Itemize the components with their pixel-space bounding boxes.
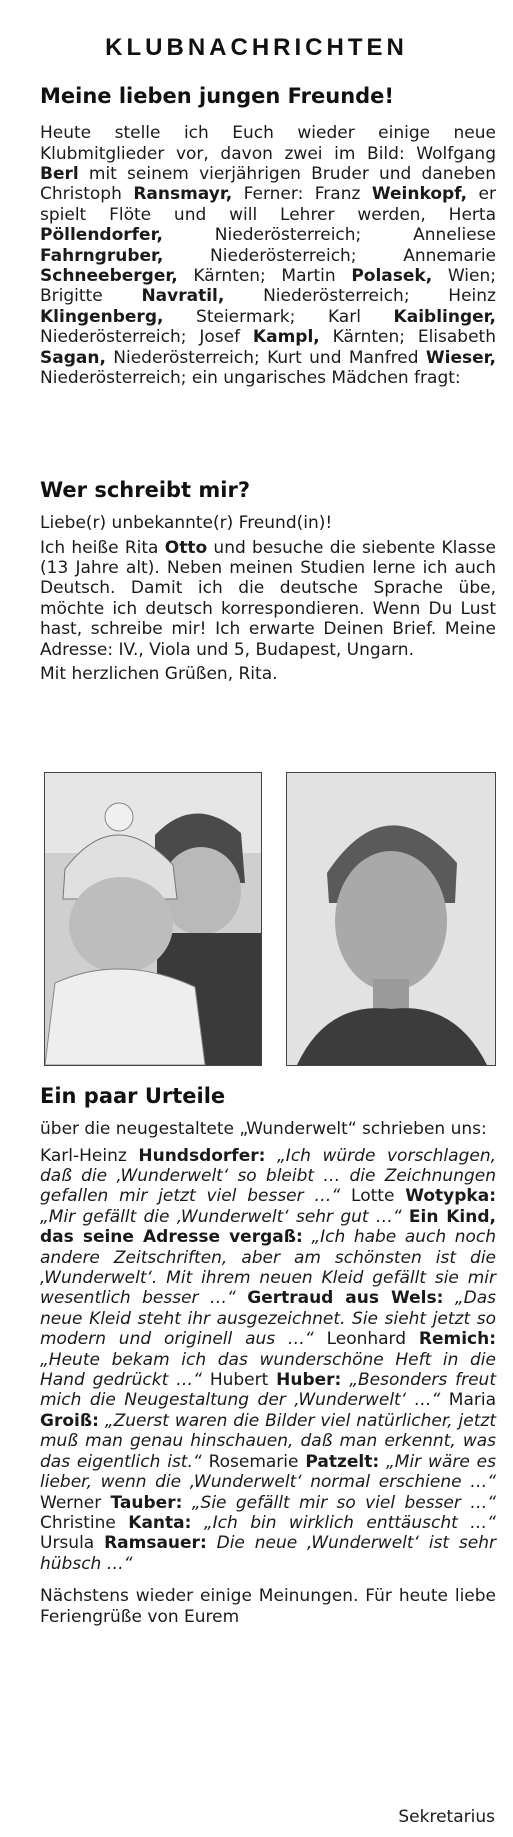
member-name: Navratil, (141, 286, 225, 307)
reader-quote: „Sie gefällt mir so viel besser …“ (182, 1492, 497, 1513)
photo-two-boys-image (45, 773, 261, 1065)
reader-name: Remich: (418, 1329, 496, 1350)
member-name: Sagan, (40, 347, 106, 368)
reader-quote: „Ich würde vorschlagen, daß die ‚Wunderwelt‘ so bleibt … die Zeichnungen gefallen mir jetzt viel besser …“ (40, 1145, 496, 1207)
opinions-closing: Nächstens wieder einige Meinungen. Für heute liebe Feriengrüße von Eurem (40, 1586, 496, 1627)
section-letter (40, 478, 496, 684)
reader-name: Gertraud aus Wels: (247, 1288, 444, 1309)
letter-body: Ich heiße Rita Otto und besuche die siebente Klasse (13 Jahre alt). Neben meinen Studien lerne ich auch Deutsch. Damit ich die deutsche Sprache übe, möchte ich deutsch korrespondieren. Wenn Du Lust hast, schreibe mir! Ich erwarte Deinen Brief. Meine Adresse: IV., Viola und 5, Budapest, Ungarn. (40, 537, 496, 660)
reader-name: Ramsauer: (104, 1533, 207, 1554)
opinions-quotes: Karl-Heinz Hundsdorfer: „Ich würde vorschlagen, daß die ‚Wunderwelt‘ so bleibt … die Zeichnungen gefallen mir jetzt viel besser …“ Lotte Wotypka: „Mir gefällt die ‚Wunderwelt‘ sehr gut …“ Ein Kind, das seine Adresse vergaß: „Ich habe auch noch andere Zeitschriften, aber am schönsten ist die ‚Wunderwelt‘. Mit ihrem neuen Kleid gefällt sie mir wesentlich besser …“ Gertraud aus Wels: „Das neue Kleid steht ihr ausgezeichnet. Sie sieht jetzt so modern und originell aus …“ Leonhard Remich: „Heute bekam ich das wunderschöne Heft in die Hand gedrückt …“ Hubert Huber: „Besonders freut mich die Neugestaltung der ‚Wunderwelt‘ …“ Maria Groiß: „Zuerst waren die Bilder viel natürlicher, jetzt muß man genau hinschauen, daß man erkennt, was das eigentlich ist.“ Rosemarie Patzelt: „Mir wäre es lieber, wenn die ‚Wunderwelt‘ normal erschiene …“ Werner Tauber: „Sie gefällt mir so viel besser …“ Christine Kanta: „Ich bin wirklich enttäuscht …“ Ursula Ramsauer: Die neue ‚Wunderwelt‘ ist sehr hübsch …“ (40, 1145, 497, 1574)
reader-name: Hundsdorfer: (138, 1145, 266, 1166)
reader-quote: „Zuerst waren die Bilder viel natürlicher, jetzt muß man genau hinschauen, daß man erkennt, was das eigentlich ist.“ (40, 1410, 496, 1472)
photo-boy-portrait-image (287, 773, 495, 1065)
reader-name: Kanta: (128, 1512, 192, 1533)
reader-quote: „Mir gefällt die ‚Wunderwelt‘ sehr gut …“ (40, 1206, 409, 1227)
reader-quote: „Heute bekam ich das wunderschöne Heft in die Hand gedrückt …“ (40, 1349, 496, 1391)
photo-two-boys (44, 772, 262, 1066)
reader-name: Huber: (276, 1370, 342, 1391)
member-name: Wieser, (425, 347, 496, 368)
reader-quote: „Das neue Kleid steht ihr ausgezeichnet. Sie sieht jetzt so modern und originell aus …“ (40, 1288, 497, 1350)
opinions-heading: Ein paar Urteile (40, 1084, 226, 1108)
signature: Sekretarius (398, 1807, 495, 1827)
member-name: Pöllendorfer, (40, 225, 163, 246)
welcome-heading: Meine lieben jungen Freunde! (40, 84, 395, 108)
member-name: Kampl, (252, 327, 320, 348)
photo-boy-portrait (286, 772, 496, 1066)
member-name: Fahrngruber, (40, 245, 164, 266)
letter-author-name: Otto (164, 537, 208, 558)
member-name: Berl (40, 164, 79, 184)
member-name: Weinkopf, (371, 184, 468, 205)
member-name: Polasek, (351, 266, 433, 287)
letter-heading: Wer schreibt mir? (40, 478, 251, 502)
reader-quote: „Mir wäre es lieber, wenn die ‚Wunderwelt‘ normal erschiene …“ (40, 1451, 496, 1493)
reader-name: Wotypka: (405, 1186, 496, 1207)
member-name: Ransmayr, (133, 184, 233, 205)
reader-name: Patzelt: (305, 1451, 380, 1472)
reader-name: Groiß: (40, 1410, 99, 1431)
welcome-paragraph: Heute stelle ich Euch wieder einige neue Klubmitglieder vor, davon zwei im Bild: Wolfgang Berl mit seinem vierjährigen Bruder und daneben Christoph Ransmayr, Ferner: Franz Weinkopf, er spielt Flöte und will Lehrer werden, Herta Pöllendorfer, Niederösterreich; Anneliese Fahrngruber, Niederösterreich; Annemarie Schneeberger, Kärnten; Martin Polasek, Wien; Brigitte Navratil, Niederösterreich; Heinz Klingenberg, Steiermark; Karl Kaiblinger, Niederösterreich; Josef Kampl, Kärnten; Elisabeth Sagan, Niederösterreich; Kurt und Manfred Wieser, Niederösterreich; ein ungarisches Mädchen fragt: (40, 123, 496, 389)
reader-name: Tauber: (110, 1492, 183, 1513)
section-welcome (40, 84, 496, 388)
welcome-intro: Heute stelle ich Euch wieder einige neue Klubmitglieder vor, davon zwei im Bild: Wolfgang (40, 123, 496, 164)
letter-greeting: Liebe(r) unbekannte(r) Freund(in)! (40, 513, 333, 534)
reader-name: Ein Kind, das seine Adresse vergaß: (40, 1206, 496, 1248)
opinions-intro: über die neugestaltete „Wunderwelt“ schrieben uns: (40, 1119, 487, 1140)
reader-quote: „Besonders freut mich die Neugestaltung der ‚Wunderwelt‘ …“ (40, 1370, 496, 1411)
member-name: Schneeberger, (40, 266, 178, 287)
letter-closing: Mit herzlichen Grüßen, Rita. (40, 664, 278, 685)
reader-quote: „Ich bin wirklich enttäuscht …“ (191, 1512, 496, 1533)
masthead: KLUBNACHRICHTEN (105, 34, 408, 61)
member-name: Klingenberg, (40, 306, 164, 327)
section-opinions (40, 1084, 496, 1627)
member-name: Kaiblinger, (393, 306, 496, 327)
reader-quote: Die neue ‚Wunderwelt‘ ist sehr hübsch …“ (40, 1533, 496, 1574)
reader-quote: „Ich habe auch noch andere Zeitschriften, aber am schönsten ist die ‚Wunderwelt‘. Mit ihrem neuen Kleid gefällt sie mir wesentlich besser …“ (40, 1227, 496, 1309)
